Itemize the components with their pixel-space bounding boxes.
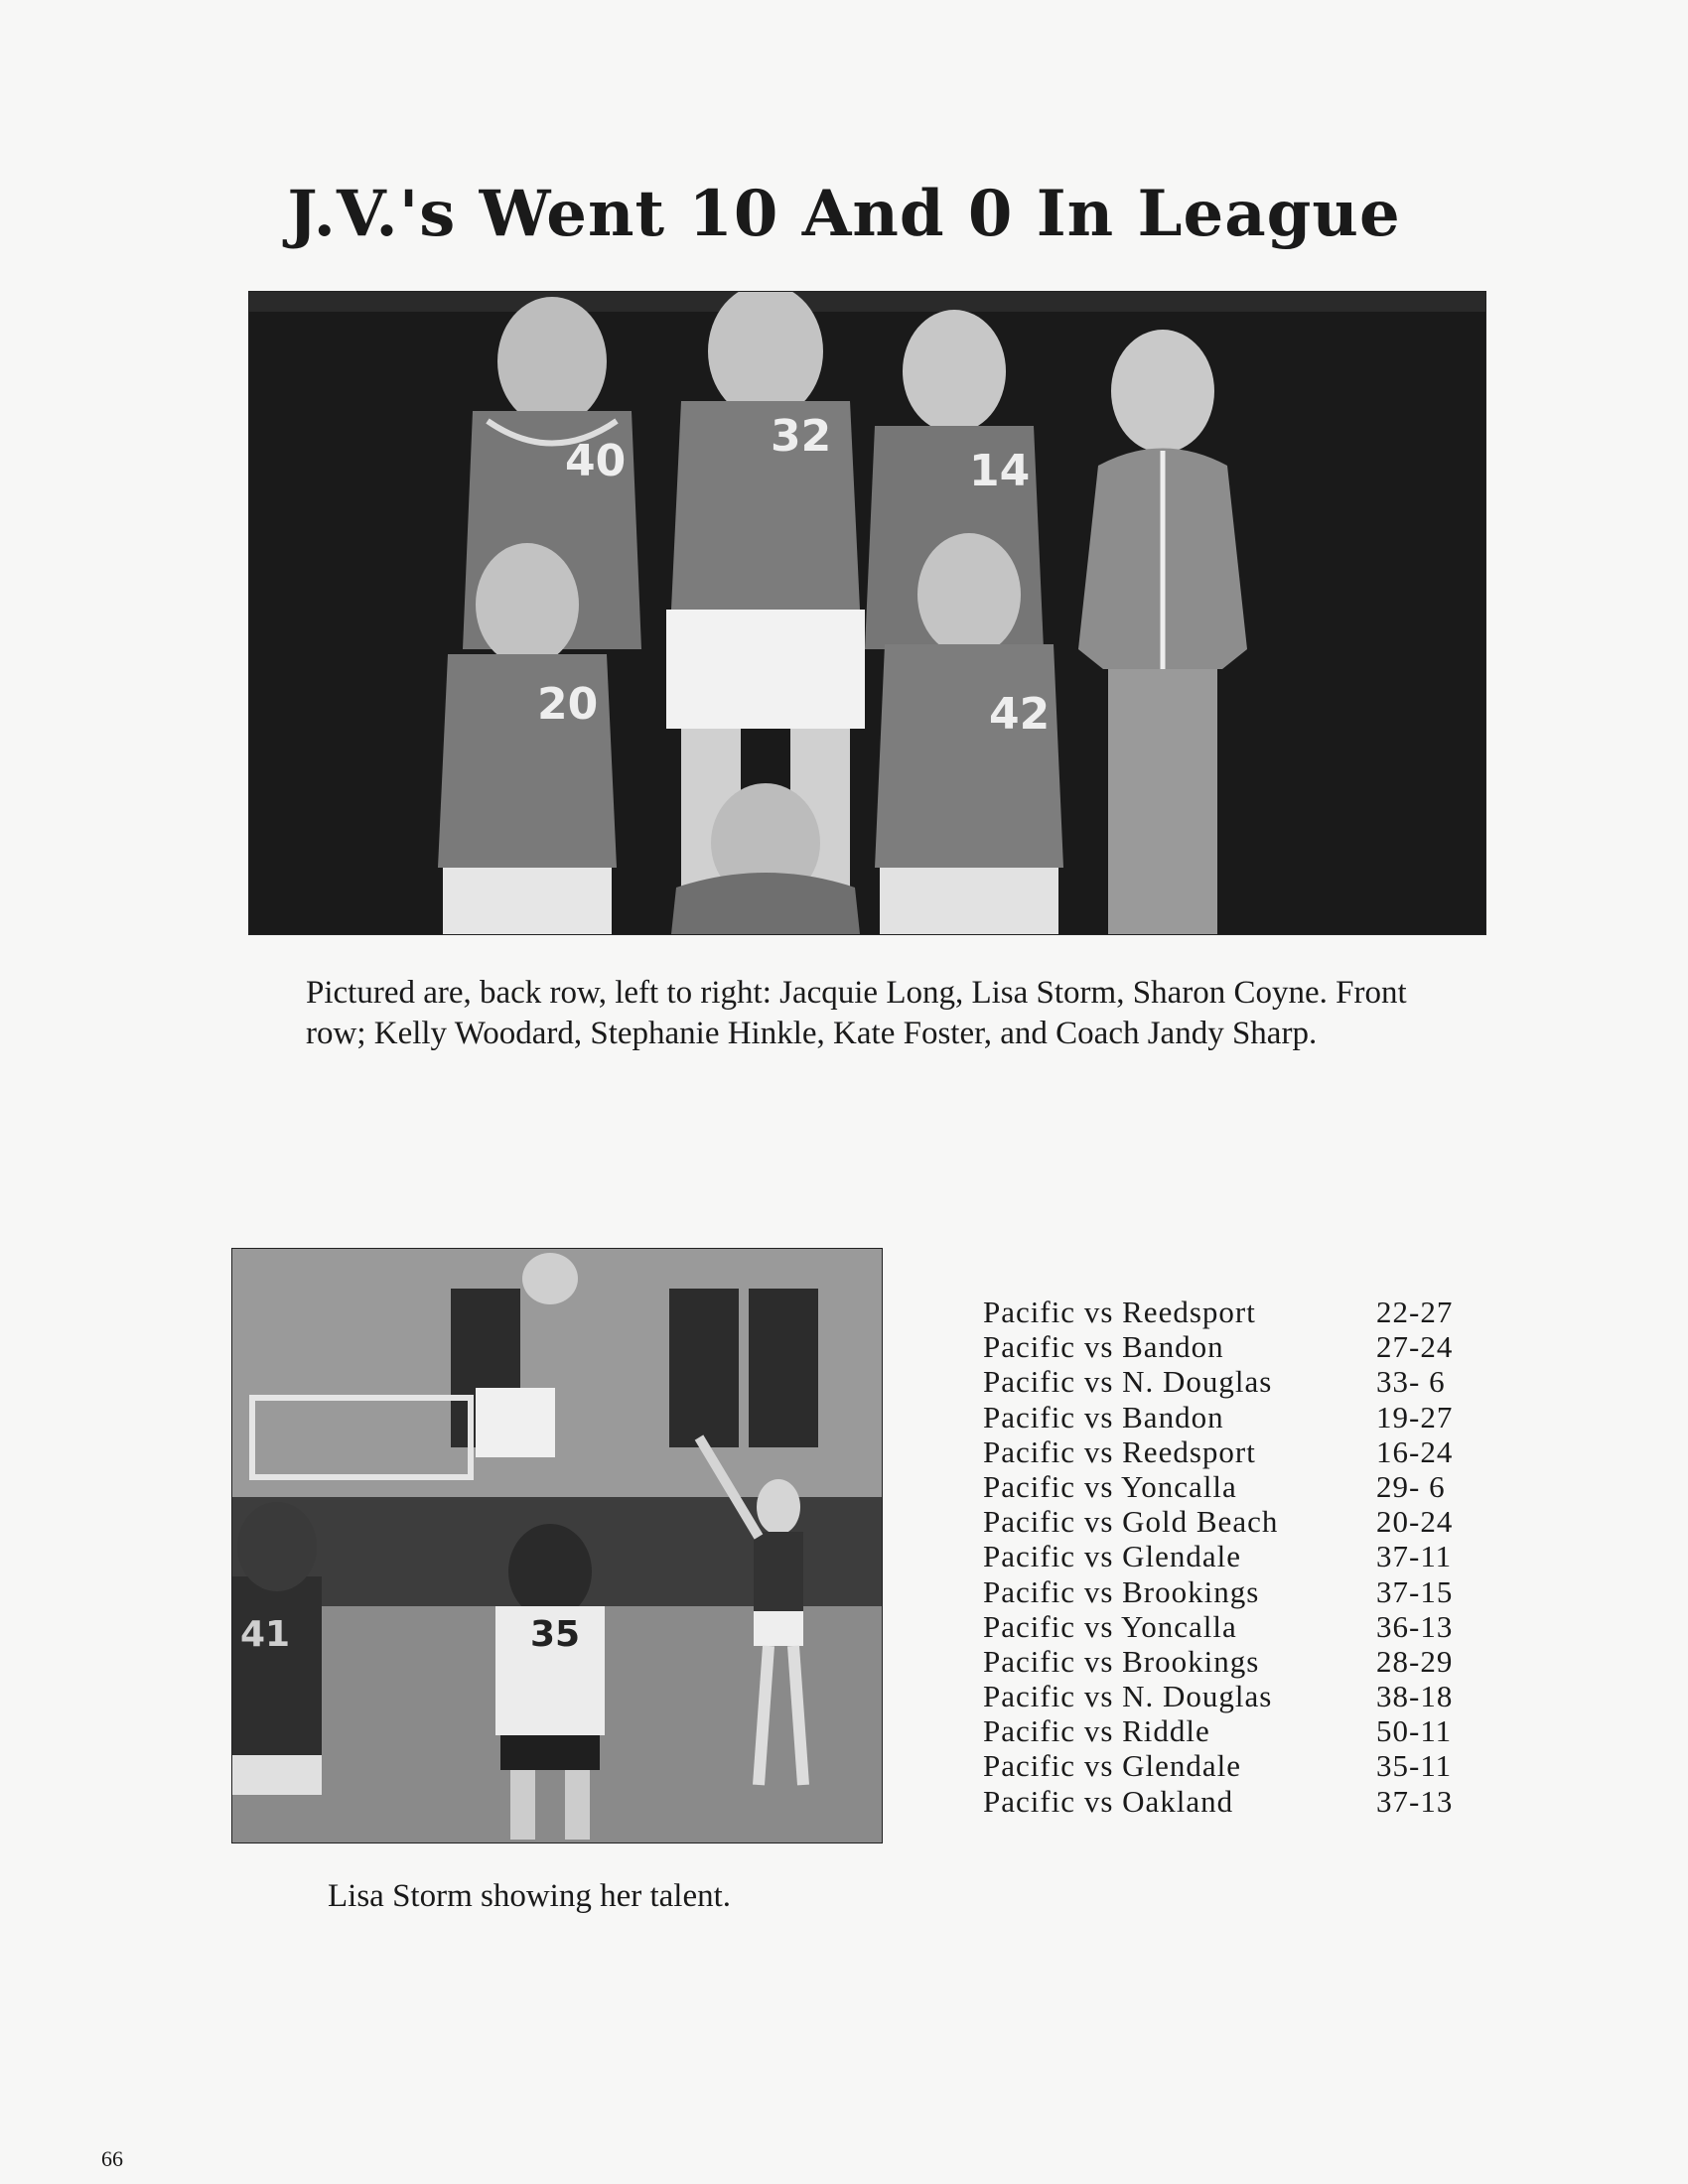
game-results-list (983, 1295, 1479, 1819)
result-score: 38-18 (1376, 1679, 1454, 1714)
backboard (476, 1388, 555, 1457)
gym-window (749, 1289, 818, 1447)
result-score: 16-24 (1376, 1433, 1454, 1469)
result-score: 37-13 (1376, 1783, 1454, 1819)
team-photo (248, 291, 1486, 935)
result-score: 20-24 (1376, 1504, 1454, 1540)
result-score: 19-27 (1376, 1399, 1454, 1434)
result-teams: Pacific vs N. Douglas (983, 1364, 1273, 1400)
result-teams: Pacific vs Reedsport (983, 1433, 1256, 1469)
result-row (983, 1295, 1479, 1329)
result-row (983, 1329, 1479, 1364)
result-teams: Pacific vs Glendale (983, 1748, 1242, 1784)
result-row (983, 1504, 1479, 1539)
result-row (983, 1609, 1479, 1644)
result-row (983, 1400, 1479, 1434)
jersey-number: 35 (530, 1614, 581, 1655)
result-score: 22-27 (1376, 1295, 1454, 1329)
result-row (983, 1748, 1479, 1783)
result-score: 33- 6 (1376, 1364, 1446, 1400)
result-teams: Pacific vs Oakland (983, 1783, 1234, 1819)
action-photo-caption: Lisa Storm showing her talent. (328, 1878, 732, 1914)
result-row (983, 1713, 1479, 1748)
result-row (983, 1679, 1479, 1713)
result-teams: Pacific vs Brookings (983, 1573, 1260, 1609)
result-teams: Pacific vs Gold Beach (983, 1504, 1279, 1540)
result-teams: Pacific vs Bandon (983, 1399, 1224, 1434)
page-title: J.V.'s Went 10 And 0 In League (287, 177, 1401, 251)
result-score: 28-29 (1376, 1643, 1454, 1679)
result-row (983, 1574, 1479, 1609)
result-score: 50-11 (1376, 1713, 1453, 1749)
result-score: 29- 6 (1376, 1468, 1446, 1504)
jersey-number: 14 (969, 446, 1031, 496)
action-photo (231, 1248, 883, 1843)
result-row (983, 1539, 1479, 1573)
result-teams: Pacific vs Glendale (983, 1539, 1242, 1574)
result-row (983, 1784, 1479, 1819)
result-teams: Pacific vs Bandon (983, 1329, 1224, 1365)
jersey-number: 20 (537, 679, 599, 730)
result-score: 35-11 (1376, 1748, 1453, 1784)
result-row (983, 1434, 1479, 1469)
page-number: 66 (101, 2146, 123, 2171)
result-teams: Pacific vs Reedsport (983, 1295, 1256, 1329)
result-teams: Pacific vs Yoncalla (983, 1608, 1237, 1644)
jersey-number: 42 (989, 689, 1051, 740)
result-row (983, 1469, 1479, 1504)
jersey-number: 41 (240, 1614, 291, 1655)
gym-window (669, 1289, 739, 1447)
result-row (983, 1644, 1479, 1679)
result-teams: Pacific vs Brookings (983, 1643, 1260, 1679)
result-teams: Pacific vs Yoncalla (983, 1468, 1237, 1504)
result-score: 37-11 (1376, 1539, 1453, 1574)
jersey-number: 32 (771, 411, 832, 462)
result-score: 36-13 (1376, 1608, 1454, 1644)
result-score: 27-24 (1376, 1329, 1454, 1365)
basketball (522, 1253, 578, 1304)
result-teams: Pacific vs N. Douglas (983, 1679, 1273, 1714)
result-score: 37-15 (1376, 1573, 1454, 1609)
result-teams: Pacific vs Riddle (983, 1713, 1210, 1749)
jersey-number: 40 (565, 436, 627, 486)
result-row (983, 1364, 1479, 1399)
team-photo-caption: Pictured are, back row, left to right: Jacquie Long, Lisa Storm, Sharon Coyne. Front row; Kelly Woodard, Stephanie Hinkle, Kate Foster, and Coach Jandy Sharp. (306, 975, 1407, 1051)
